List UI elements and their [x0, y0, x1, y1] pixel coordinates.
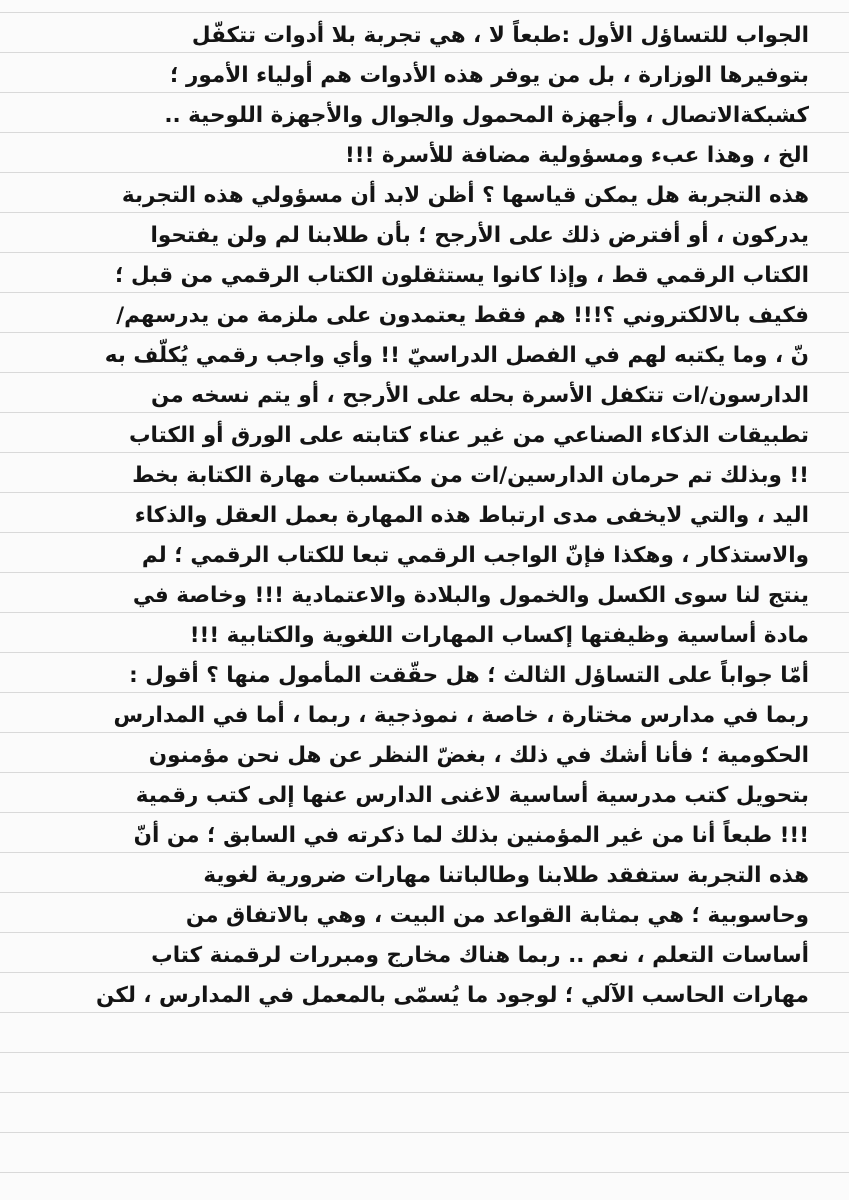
text-line-23: وحاسوبية ؛ هي بمثابة القواعد من البيت ، وهي بالاتفاق من — [185, 903, 809, 928]
text-line-1: الجواب للتساؤل الأول :طبعاً لا ، هي تجربة بلا أدوات تتكفّل — [191, 23, 809, 48]
text-line-9: نّ ، وما يكتبه لهم في الفصل الدراسيّ !! وأي واجب رقمي يُكلّف به — [104, 343, 809, 368]
text-line-16: مادة أساسية وظيفتها إكساب المهارات اللغوية والكتابية !!! — [189, 623, 809, 648]
text-line-2: بتوفيرها الوزارة ، بل من يوفر هذه الأدوات هم أولياء الأمور ؛ — [169, 63, 809, 88]
text-line-18: ربما في مدارس مختارة ، خاصة ، نموذجية ، ربما ، أما في المدارس — [113, 703, 809, 728]
handwritten-text-block — [0, 16, 849, 1016]
text-line-15: ينتج لنا سوى الكسل والخمول والبلادة والاعتمادية !!! وخاصة في — [132, 583, 809, 608]
text-line-19: الحكومية ؛ فأنا أشك في ذلك ، بغضّ النظر عن هل نحن مؤمنون — [148, 743, 809, 768]
text-line-24: أساسات التعلم ، نعم .. ربما هناك مخارج ومبررات لرقمنة كتاب — [151, 943, 809, 968]
text-line-11: تطبيقات الذكاء الصناعي من غير عناء كتابته على الورق أو الكتاب — [128, 423, 809, 448]
text-line-7: الكتاب الرقمي قط ، وإذا كانوا يستثقلون الكتاب الرقمي من قبل ؛ — [114, 263, 809, 288]
text-line-12: !! وبذلك تم حرمان الدارسين/ات من مكتسبات مهارة الكتابة بخط — [132, 463, 809, 488]
text-line-14: والاستذكار ، وهكذا فإنّ الواجب الرقمي تبعا للكتاب الرقمي ؛ لم — [141, 543, 809, 568]
text-line-4: الخ ، وهذا عبء ومسؤولية مضافة للأسرة !!! — [345, 143, 809, 168]
text-line-22: هذه التجربة ستفقد طلابنا وطالباتنا مهارات ضرورية لغوية — [203, 863, 809, 888]
text-line-21: !!! طبعاً أنا من غير المؤمنين بذلك لما ذكرته في السابق ؛ من أنّ — [133, 823, 809, 848]
text-line-3: كشبكةالاتصال ، وأجهزة المحمول والجوال والأجهزة اللوحية .. — [164, 103, 809, 128]
text-line-20: بتحويل كتب مدرسية أساسية لاغنى الدارس عنها إلى كتب رقمية — [135, 783, 809, 808]
text-line-13: اليد ، والتي لايخفى مدى ارتباط هذه المهارة بعمل العقل والذكاء — [134, 503, 809, 528]
text-line-17: أمّا جواباً على التساؤل الثالث ؛ هل حقّقت المأمول منها ؟ أقول : — [129, 663, 809, 688]
text-line-25: مهارات الحاسب الآلي ؛ لوجود ما يُسمّى بالمعمل في المدارس ، لكن — [95, 983, 809, 1008]
text-line-6: يدركون ، أو أفترض ذلك على الأرجح ؛ بأن طلابنا لم ولن يفتحوا — [150, 223, 809, 248]
text-line-8: فكيف بالالكتروني ؟!!! هم فقط يعتمدون على ملزمة من يدرسهم/ — [116, 303, 809, 328]
text-line-5: هذه التجربة هل يمكن قياسها ؟ أظن لابد أن مسؤولي هذه التجربة — [121, 183, 809, 208]
text-line-10: الدارسون/ات تتكفل الأسرة بحله على الأرجح ، أو يتم نسخه من — [151, 383, 809, 408]
